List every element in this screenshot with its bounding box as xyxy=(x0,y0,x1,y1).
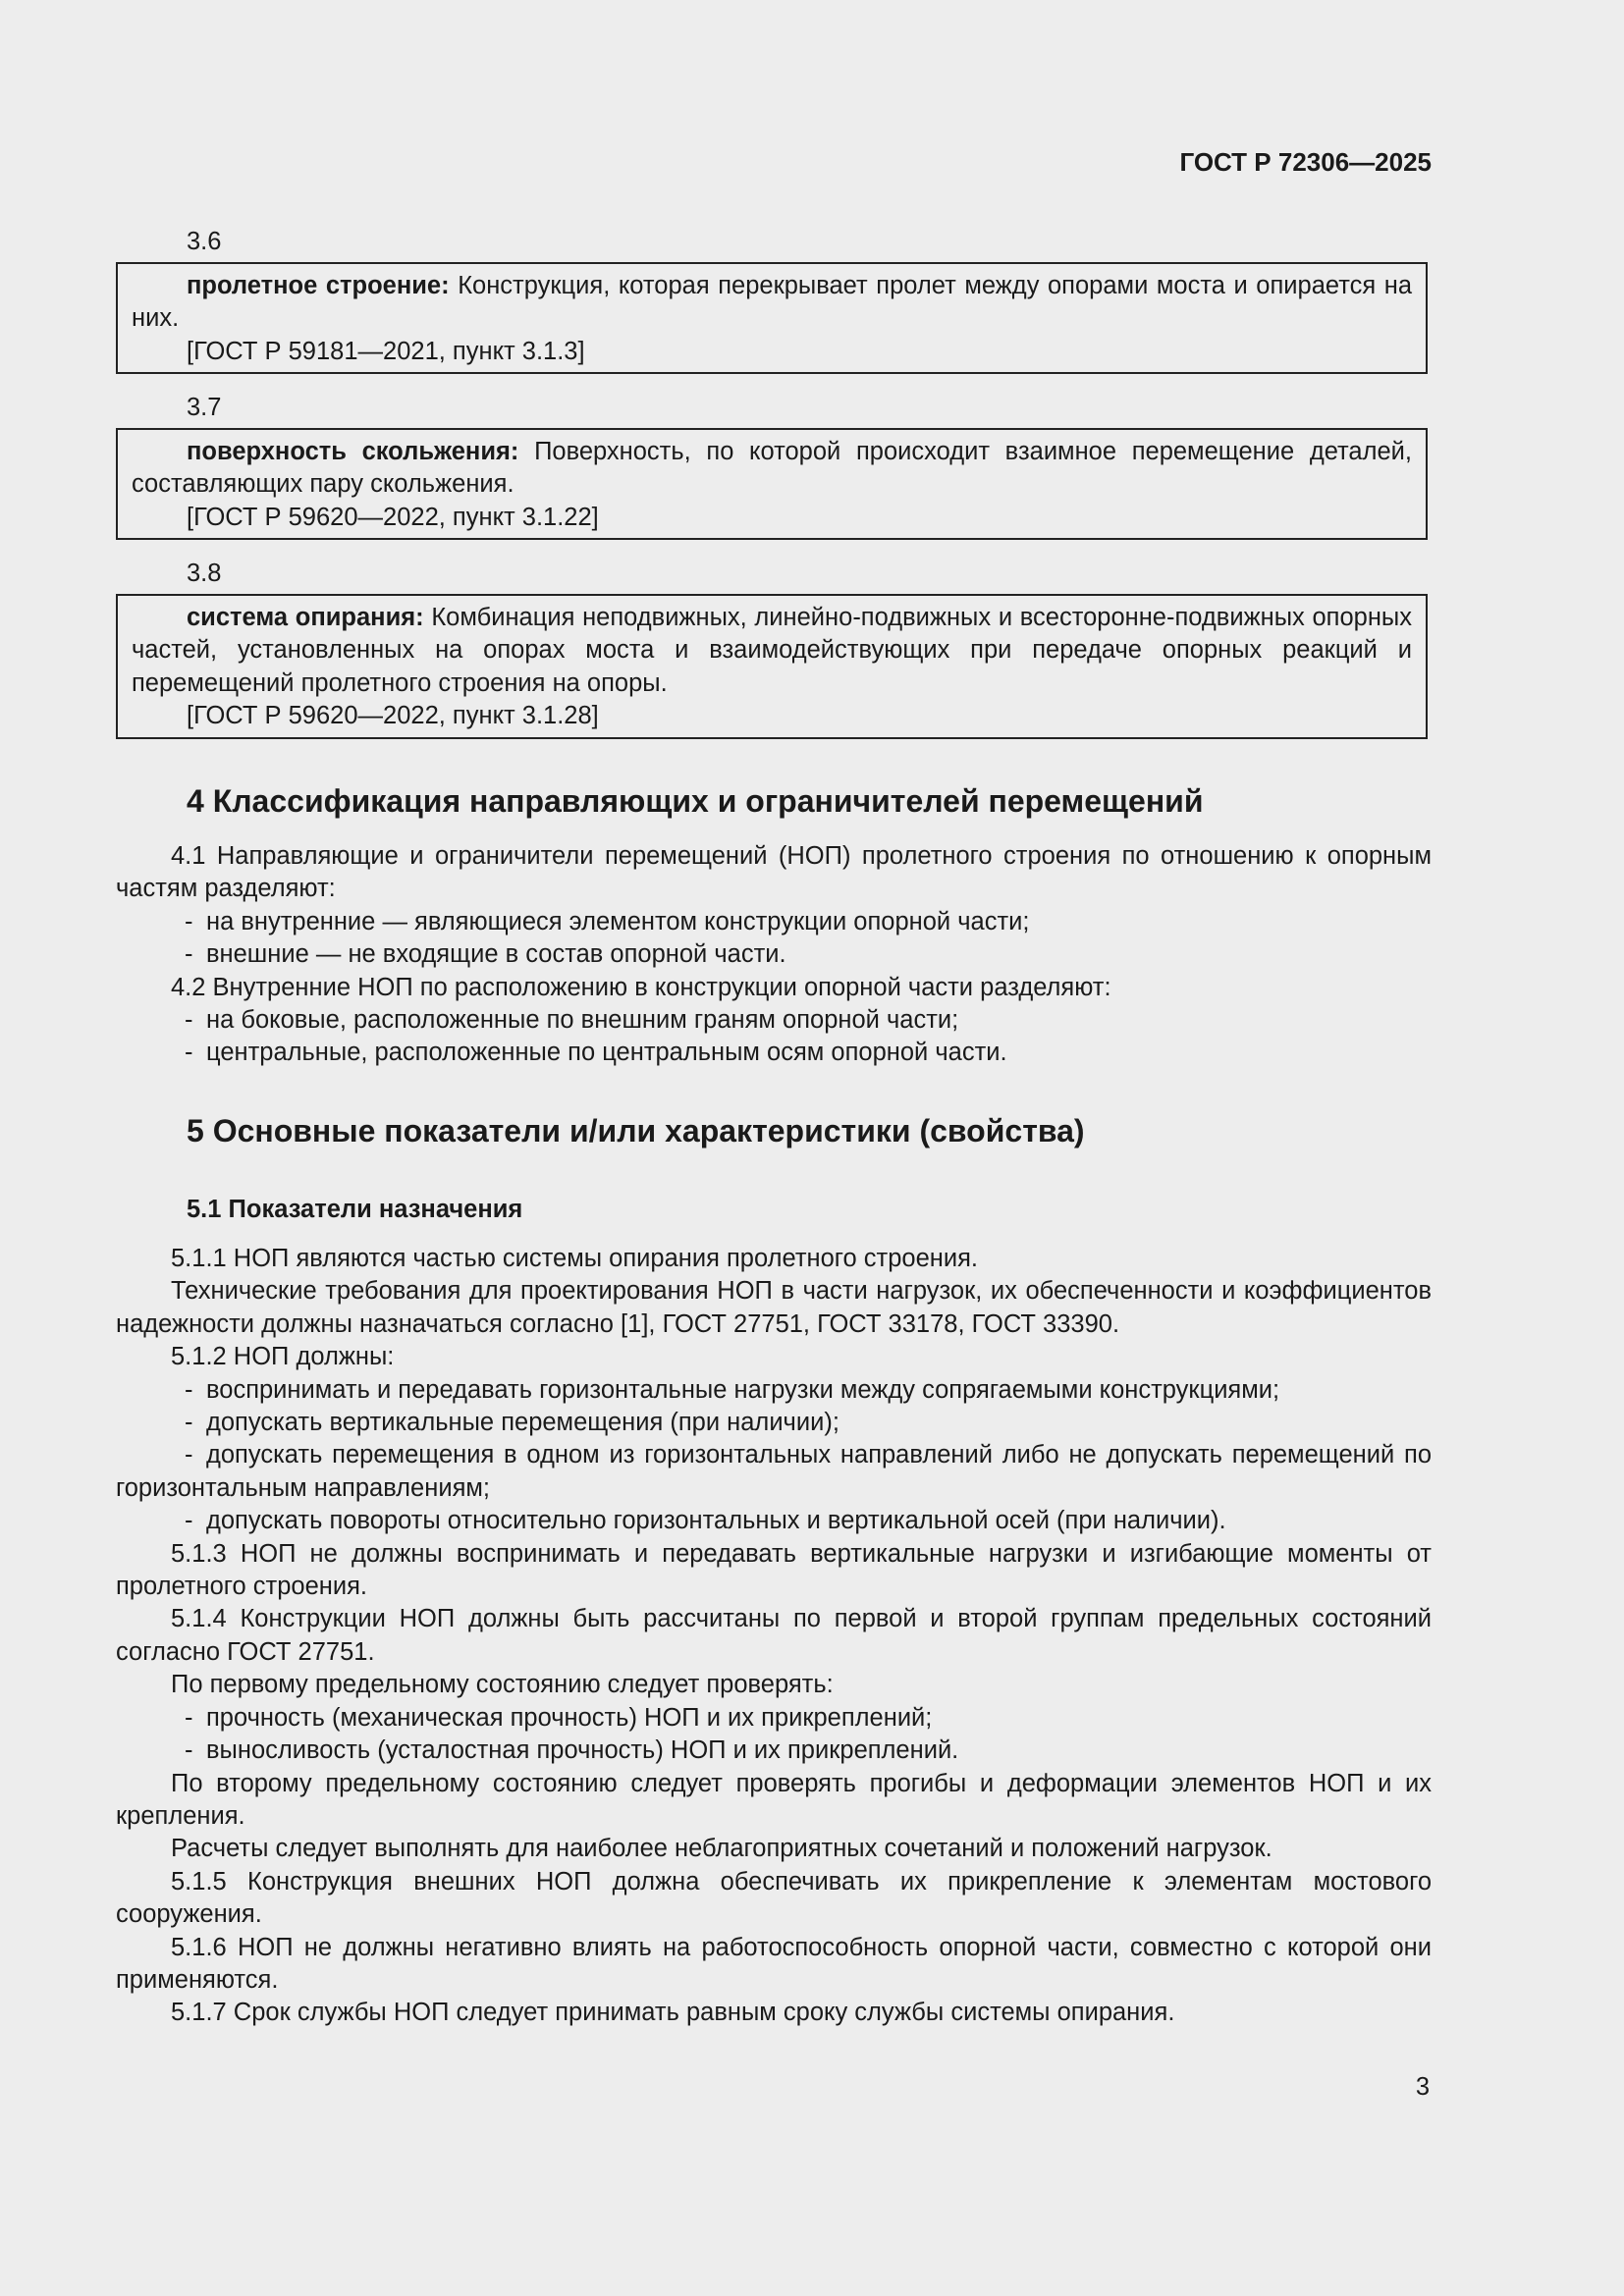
section-4-body xyxy=(116,840,1432,1070)
term-definition: Поверхность, по которой происходит взаимное перемещение деталей, составляющих пару скольжения. xyxy=(132,438,1413,499)
term-definition: Конструкция, которая перекрывает пролет между опорами моста и опирается на них. xyxy=(132,272,1412,333)
term-name: система опирания: xyxy=(187,604,424,631)
list-item: - допускать перемещения в одном из горизонтальных направлений либо не допускать перемещений по горизонтальным направлениям; xyxy=(116,1441,1432,1502)
term-reference: [ГОСТ Р 59620—2022, пункт 3.1.28] xyxy=(187,702,599,730)
page-number: 3 xyxy=(1415,2073,1430,2101)
section-5-body xyxy=(116,1243,1432,2030)
paragraph: По второму предельному состоянию следует проверять прогибы и деформации элементов НОП и их крепления. xyxy=(116,1769,1432,1830)
section-5-heading: 5 Основные показатели и/или характеристики (свойства) xyxy=(187,1113,1085,1148)
list-item: - центральные, расположенные по центральным осям опорной части. xyxy=(185,1039,1007,1067)
term-text xyxy=(132,602,1412,700)
list-item: - прочность (механическая прочность) НОП и их прикреплений; xyxy=(185,1703,933,1732)
term-definition-box xyxy=(116,262,1428,374)
paragraph: Технические требования для проектирования НОП в части нагрузок, их обеспеченности и коэффициентов надежности должны назначаться согласно [1], ГОСТ 27751, ГОСТ 33178, ГОСТ 33390. xyxy=(116,1277,1432,1338)
list-item: - на боковые, расположенные по внешним граням опорной части; xyxy=(185,1006,959,1035)
term-reference: [ГОСТ Р 59181—2021, пункт 3.1.3] xyxy=(187,337,585,365)
paragraph: 5.1.4 Конструкции НОП должны быть рассчитаны по первой и второй группам предельных состояний согласно ГОСТ 27751. xyxy=(116,1605,1432,1666)
list-item: - воспринимать и передавать горизонтальные нагрузки между сопрягаемыми конструкциями; xyxy=(185,1375,1280,1404)
paragraph: Расчеты следует выполнять для наиболее неблагоприятных сочетаний и положений нагрузок. xyxy=(171,1835,1272,1863)
term-definition: Комбинация неподвижных, линейно-подвижных и всесторонне-подвижных опорных частей, установленных на опорах моста и взаимодействующих при передаче опорных реакций и перемещений пролетного строения на опоры. xyxy=(132,604,1412,697)
list-item: - внешние — не входящие в состав опорной части. xyxy=(185,940,786,969)
paragraph: 5.1.7 Срок службы НОП следует принимать равным сроку службы системы опирания. xyxy=(171,1999,1175,2027)
term-number: 3.8 xyxy=(187,560,222,587)
term-definition-box xyxy=(116,428,1428,540)
paragraph: По первому предельному состоянию следует проверять: xyxy=(171,1671,834,1699)
paragraph: 5.1.1 НОП являются частью системы опирания пролетного строения. xyxy=(171,1245,978,1272)
document-code-header: ГОСТ Р 72306—2025 xyxy=(1179,147,1432,177)
list-item: - выносливость (усталостная прочность) НОП и их прикреплений. xyxy=(185,1736,959,1765)
list-item: - на внутренние — являющиеся элементом конструкции опорной части; xyxy=(185,907,1030,935)
paragraph: 5.1.2 НОП должны: xyxy=(171,1343,395,1371)
term-number: 3.6 xyxy=(187,228,222,255)
term-text xyxy=(132,270,1412,336)
term-name: поверхность скольжения: xyxy=(187,438,519,465)
paragraph: 4.1 Направляющие и ограничители перемещений (НОП) пролетного строения по отношению к опорным частям разделяют: xyxy=(116,842,1432,903)
paragraph: 5.1.6 НОП не должны негативно влиять на работоспособность опорной части, совместно с которой они применяются. xyxy=(116,1933,1432,1994)
subsection-5-1-heading: 5.1 Показатели назначения xyxy=(187,1196,523,1223)
section-4-heading: 4 Классификация направляющих и ограничителей перемещений xyxy=(187,783,1204,819)
term-text xyxy=(132,436,1412,502)
list-item: - допускать повороты относительно горизонтальных и вертикальной осей (при наличии). xyxy=(185,1507,1226,1535)
paragraph: 5.1.5 Конструкция внешних НОП должна обеспечивать их прикрепление к элементам мостового сооружения. xyxy=(116,1867,1432,1929)
list-item: - допускать вертикальные перемещения (при наличии); xyxy=(185,1409,839,1437)
term-name: пролетное строение: xyxy=(187,272,450,299)
term-reference: [ГОСТ Р 59620—2022, пункт 3.1.22] xyxy=(187,503,599,531)
term-number: 3.7 xyxy=(187,394,222,421)
paragraph: 4.2 Внутренние НОП по расположению в конструкции опорной части разделяют: xyxy=(171,973,1111,1001)
paragraph: 5.1.3 НОП не должны воспринимать и передавать вертикальные нагрузки и изгибающие моменты от пролетного строения. xyxy=(116,1539,1432,1601)
term-definition-box xyxy=(116,594,1428,739)
